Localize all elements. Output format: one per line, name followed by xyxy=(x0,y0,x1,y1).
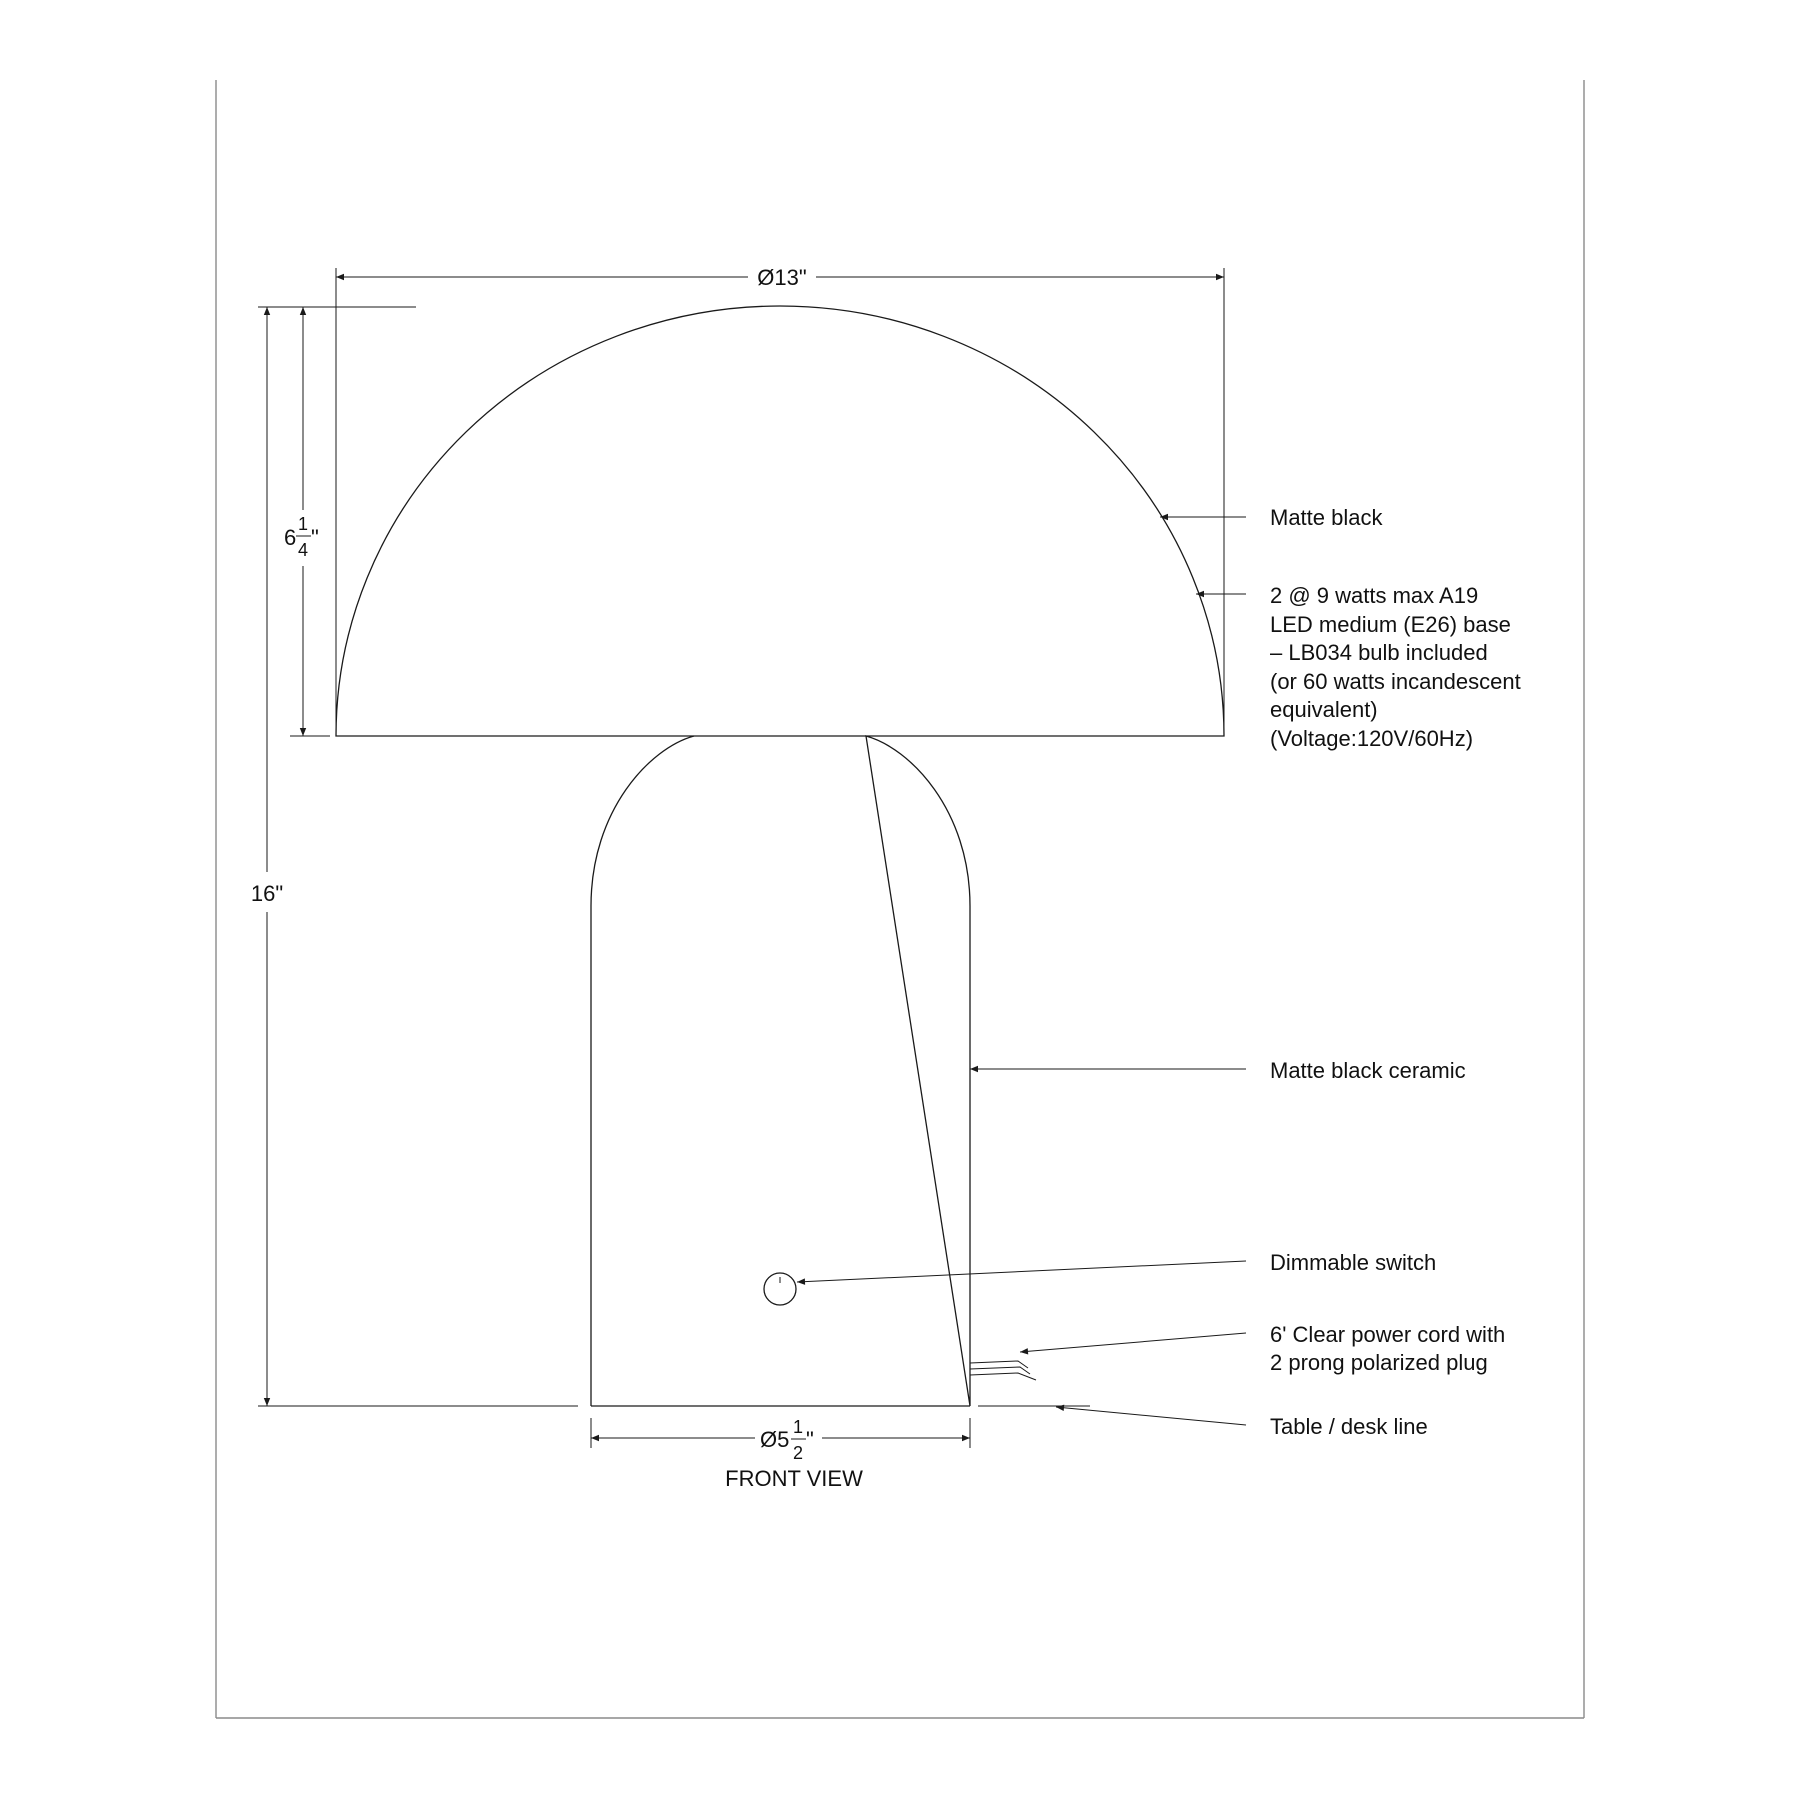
base-diameter-whole: Ø5 xyxy=(760,1427,790,1452)
shade-height-whole: 6 xyxy=(284,525,297,550)
callout-bulb-line: – LB034 bulb included xyxy=(1270,640,1488,665)
callout-bulb xyxy=(1270,583,1521,751)
overall-height-dimension xyxy=(251,307,310,1406)
callout-bulb-line: (or 60 watts incandescent xyxy=(1270,669,1521,694)
switch-knob xyxy=(764,1273,796,1305)
callout-bulb-line: 2 @ 9 watts max A19 xyxy=(1270,583,1479,608)
sheet-frame xyxy=(216,80,1584,1718)
callout-shade-finish: Matte black xyxy=(1270,505,1383,530)
shade-height-dimension xyxy=(258,307,416,736)
callout-cord-line: 2 prong polarized plug xyxy=(1270,1350,1488,1375)
callout-switch: Dimmable switch xyxy=(1270,1250,1437,1275)
shade-height-numerator: 1 xyxy=(298,514,309,534)
shade-diameter-dimension xyxy=(336,265,1224,736)
shade-height-denominator: 4 xyxy=(298,540,309,560)
base-diameter-numerator: 1 xyxy=(793,1417,804,1437)
base-diameter-unit: " xyxy=(806,1427,814,1452)
shade-diameter-label: Ø13" xyxy=(757,265,807,290)
callout-cord xyxy=(1270,1322,1505,1375)
base-diameter-denominator: 2 xyxy=(793,1443,804,1463)
callout-bulb-line: (Voltage:120V/60Hz) xyxy=(1270,726,1474,751)
view-label: FRONT VIEW xyxy=(725,1466,863,1491)
callout-table-line: Table / desk line xyxy=(1270,1414,1428,1439)
base-diameter-dimension xyxy=(591,1417,970,1463)
lamp-shade xyxy=(336,306,1224,736)
callout-cord-line: 6' Clear power cord with xyxy=(1270,1322,1506,1347)
callout-bulb-line: equivalent) xyxy=(1270,697,1378,722)
callout-leaders xyxy=(797,517,1246,1425)
shade-height-unit: " xyxy=(311,525,319,550)
power-cord xyxy=(970,1361,1036,1380)
overall-height-label: 16" xyxy=(250,881,284,906)
callout-bulb-line: LED medium (E26) base xyxy=(1270,612,1511,637)
callout-body-finish: Matte black ceramic xyxy=(1270,1058,1466,1083)
